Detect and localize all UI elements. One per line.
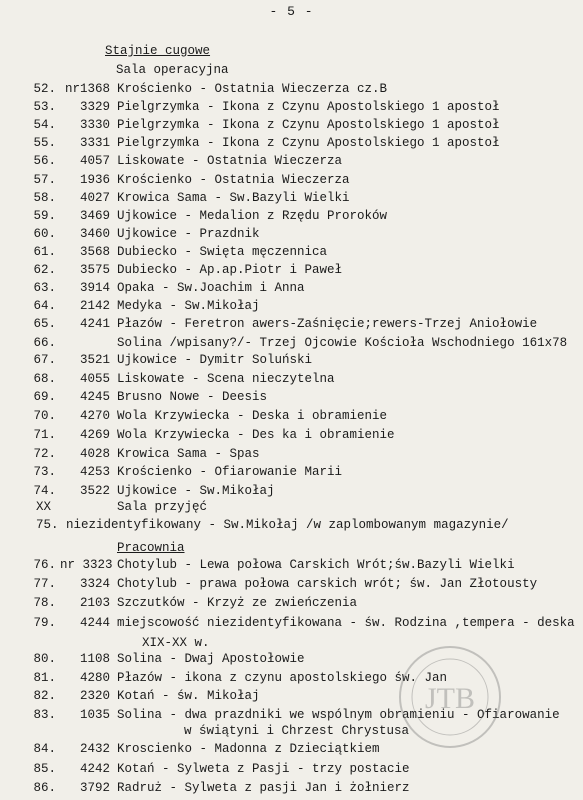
inventory-row [0, 447, 583, 465]
row-description: Wola Krzywiecka - Des ka i obramienie [117, 427, 395, 442]
inventory-row [0, 558, 583, 576]
row-index: 62. [33, 263, 56, 277]
row-index: 82. [33, 689, 56, 703]
heading-pracownia: Pracownia [117, 541, 185, 555]
row-description: Krościenko - Ostatnia Wieczerza [117, 172, 350, 187]
inventory-number: 4241 [79, 317, 110, 332]
heading-sala-przyjec: Sala przyjęć [117, 500, 208, 514]
inventory-number: 2432 [79, 742, 110, 756]
page-number: - 5 - [269, 4, 314, 19]
inventory-row [0, 100, 583, 118]
row-index: 74. [33, 483, 56, 498]
row-index: 71. [33, 427, 56, 442]
inventory-row [0, 577, 583, 595]
inventory-number: 3792 [79, 781, 110, 795]
row-description: Solina - dwa prazdniki we wspólnym obramieniu - Ofiarowanie [117, 707, 560, 722]
row-description: Krościenko - Ostatnia Wieczerza cz.B [117, 82, 388, 96]
row-description: Brusno Nowe - Deesis [117, 390, 268, 405]
row-index: 58. [33, 190, 56, 205]
inventory-row [0, 191, 583, 209]
sala-przyjec-mark: XX [36, 500, 52, 514]
row-index: 55. [33, 136, 56, 151]
inventory-number: 3330 [79, 118, 110, 133]
row-description: Wola Krzywiecka - Deska i obramienie [117, 409, 388, 424]
inventory-row [0, 465, 583, 483]
inventory-row [0, 299, 583, 317]
row-description: Liskowate - Ostatnia Wieczerza [117, 154, 343, 169]
row-description: Solina - Dwaj Apostołowie [117, 652, 305, 666]
inventory-number: 3521 [79, 353, 110, 367]
row-index: 69. [33, 390, 56, 405]
row-description: Dubiecko - Swięta męczennica [117, 244, 328, 259]
row-index: 83. [33, 707, 56, 722]
row-index: 84. [33, 742, 56, 756]
row-description: Szczutków - Krzyż ze zwieńczenia [117, 596, 358, 611]
inventory-number: 3331 [79, 136, 110, 151]
row-description: miejscowość niezidentyfikowana - św. Rodzina ,tempera - deska [117, 615, 575, 630]
inventory-number: 4280 [79, 670, 110, 685]
inventory-row [0, 762, 583, 780]
row-description: Chotylub - prawa połowa carskich wrót; św. Jan Złotousty [117, 577, 538, 592]
row-index: 60. [33, 226, 56, 241]
row-description: Dubiecko - Ap.ap.Piotr i Paweł [117, 263, 343, 277]
inventory-row [0, 428, 583, 446]
row-description: Liskowate - Scena nieczytelna [117, 371, 335, 386]
inventory-row [0, 154, 583, 172]
row-index: 56. [33, 154, 56, 169]
row-description: Krowica Sama - Spas [117, 446, 260, 461]
row-description: Kroscienko - Madonna z Dzieciątkiem [117, 742, 380, 756]
inventory-number: 1936 [79, 172, 110, 187]
row-description: Krościenko - Ofiarowanie Marii [117, 465, 343, 480]
row-index: 78. [33, 596, 56, 611]
row-description: Radruż - Sylweta z pasji Jan i żołnierz [117, 781, 410, 795]
inventory-row [0, 317, 583, 335]
row-description: Medyka - Sw.Mikołaj [117, 299, 260, 314]
row-index: 77. [33, 577, 56, 592]
inventory-number: 3575 [79, 263, 110, 277]
row-index: 80. [33, 652, 56, 666]
inventory-row [0, 596, 583, 614]
row-index: 79. [33, 615, 56, 630]
inventory-row [0, 82, 583, 100]
inventory-number: 2103 [79, 596, 110, 611]
row-index: 72. [33, 446, 56, 461]
row-index: 81. [33, 670, 56, 685]
inventory-row [0, 281, 583, 299]
row-description: Opaka - Sw.Joachim i Anna [117, 281, 305, 296]
inventory-number: 2320 [79, 689, 110, 703]
row-index: 65. [33, 317, 56, 332]
inventory-number: 4027 [79, 190, 110, 205]
stamp-initials: JTB [424, 682, 476, 715]
row-description: Ujkowice - Dymitr Soluński [117, 353, 313, 367]
inventory-row [0, 390, 583, 408]
inventory-row [0, 263, 583, 281]
inventory-number: 4270 [79, 409, 110, 424]
inventory-row [0, 136, 583, 154]
row-index: 59. [33, 208, 56, 223]
inventory-row [0, 372, 583, 390]
row-index: 70. [33, 409, 56, 424]
inventory-number: 3469 [79, 208, 110, 223]
inventory-number: 3568 [79, 244, 110, 259]
heading-stajnie-cugowe: Stajnie cugowe [105, 44, 211, 58]
inventory-row [0, 353, 583, 371]
inventory-row [0, 409, 583, 427]
row-description: Ujkowice - Sw.Mikołaj [117, 483, 275, 498]
row-description: Ujkowice - Prazdnik [117, 226, 260, 241]
inventory-number: 3460 [79, 226, 110, 241]
row-description: Kotań - św. Mikołaj [117, 689, 260, 703]
row-65-continuation: Solina /wpisany?/- Trzej Ojcowie Kościoła Wschodniego 161x78 [117, 336, 568, 350]
inventory-number: 3329 [79, 100, 110, 115]
row-description: Pielgrzymka - Ikona z Czynu Apostolskiego 1 apostoł [117, 100, 500, 115]
inventory-number: 3914 [79, 281, 110, 296]
inventory-number: nr 3323 [60, 558, 113, 572]
inventory-row [0, 781, 583, 799]
inventory-number: 4028 [79, 446, 110, 461]
inventory-number: 1035 [79, 707, 110, 722]
row-description: Krowica Sama - Sw.Bazyli Wielki [117, 190, 350, 205]
inventory-number: 3522 [79, 483, 110, 498]
inventory-number: 2142 [79, 299, 110, 314]
row-index: 68. [33, 371, 56, 386]
row-index: 73. [33, 465, 56, 480]
row-75: 75. niezidentyfikowany - Sw.Mikołaj /w zaplombowanym magazynie/ [36, 518, 509, 532]
row-index: 61. [33, 244, 56, 259]
row-description: Pielgrzymka - Ikona z Czynu Apostolskiego 1 apostoł [117, 118, 500, 133]
row-66-index: 66. [33, 336, 56, 350]
inventory-number: 4244 [79, 615, 110, 630]
row-description: Płazów - ikona z czynu apostolskiego św. Jan [117, 670, 448, 685]
inventory-number: 4269 [79, 427, 110, 442]
inventory-row [0, 484, 583, 502]
inventory-row [0, 245, 583, 263]
inventory-number: 4242 [79, 761, 110, 776]
row-description: Ujkowice - Medalion z Rzędu Proroków [117, 208, 388, 223]
row-index: 54. [33, 118, 56, 133]
inventory-number: 3324 [79, 577, 110, 592]
inventory-row [0, 209, 583, 227]
row-index: 63. [33, 281, 56, 296]
inventory-number: 4055 [79, 371, 110, 386]
inventory-row [0, 227, 583, 245]
row-index: 76. [33, 558, 56, 572]
inventory-number: 1108 [79, 652, 110, 666]
row-index: 85. [33, 761, 56, 776]
inventory-number: nr1368 [64, 82, 110, 96]
row-index: 64. [33, 299, 56, 314]
row-83-continuation: w świątyni i Chrzest Chrystusa [184, 724, 410, 738]
inventory-row [0, 616, 583, 634]
row-description: Chotylub - Lewa połowa Carskich Wrót;św.Bazyli Wielki [117, 558, 515, 572]
row-index: 86. [33, 781, 56, 795]
archive-stamp [395, 642, 505, 752]
row-index: 67. [33, 353, 56, 367]
row-index: 52. [33, 82, 56, 96]
row-79-continuation: XIX-XX w. [142, 636, 210, 650]
row-description: Płazów - Feretron awers-Zaśnięcie;rewers-Trzej Aniołowie [117, 317, 538, 332]
row-index: 57. [33, 172, 56, 187]
row-description: Pielgrzymka - Ikona z Czynu Apostolskiego 1 apostoł [117, 136, 500, 151]
inventory-number: 4245 [79, 390, 110, 405]
row-description: Kotań - Sylweta z Pasji - trzy postacie [117, 761, 410, 776]
inventory-row [0, 173, 583, 191]
heading-sala-operacyjna: Sala operacyjna [116, 63, 229, 77]
inventory-number: 4253 [79, 465, 110, 480]
inventory-number: 4057 [79, 154, 110, 169]
inventory-row [0, 118, 583, 136]
row-index: 53. [33, 100, 56, 115]
